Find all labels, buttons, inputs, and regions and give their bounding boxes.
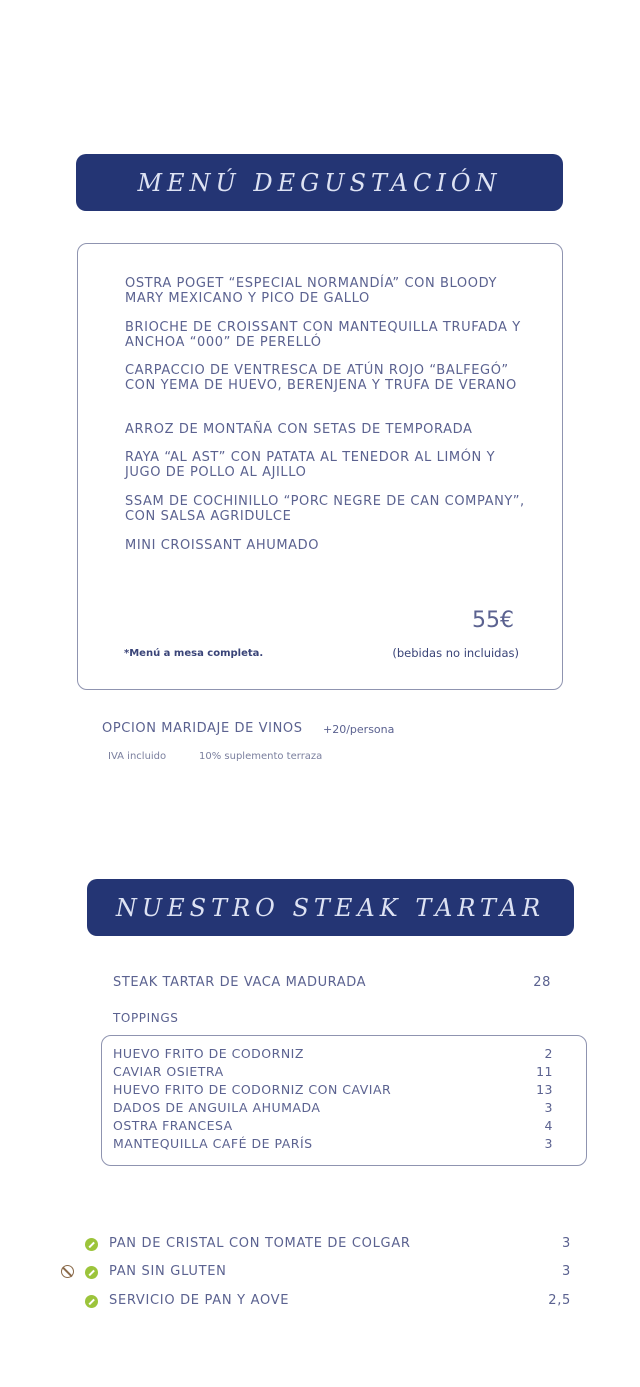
toppings-title: TOPPINGS	[113, 1011, 179, 1025]
degustacion-price: 55€	[472, 608, 514, 633]
course-item: OSTRA POGET “ESPECIAL NORMANDÍA” CON BLOODY MARY MEXICANO Y PICO DE GALLO	[125, 276, 498, 306]
vegan-icon	[85, 1295, 98, 1308]
vat-note: IVA incluido	[108, 751, 167, 762]
item-label: CAVIAR OSIETRA	[113, 1064, 224, 1079]
bread-item	[109, 1236, 571, 1251]
steak-banner	[87, 879, 574, 936]
vegan-icon	[85, 1238, 98, 1251]
topping-item	[113, 1136, 553, 1152]
wine-pairing-option: OPCION MARIDAJE DE VINOS	[102, 721, 303, 736]
bread-item	[109, 1264, 571, 1279]
item-label: OSTRA FRANCESA	[113, 1118, 233, 1133]
wine-pairing-price: +20/persona	[323, 723, 395, 736]
item-label: PAN SIN GLUTEN	[109, 1264, 227, 1279]
drinks-note: (bebidas no incluidas)	[392, 646, 519, 660]
course-item: BRIOCHE DE CROISSANT CON MANTEQUILLA TRUFADA Y ANCHOA “000” DE PERELLÓ	[125, 320, 521, 350]
terrace-note: 10% suplemento terraza	[199, 751, 323, 762]
item-price: 2	[544, 1046, 553, 1061]
item-price: 11	[536, 1064, 553, 1079]
topping-item	[113, 1082, 553, 1098]
item-price: 2,5	[548, 1293, 571, 1308]
item-price: 3	[562, 1236, 571, 1251]
course-item: MINI CROISSANT AHUMADO	[125, 538, 320, 553]
topping-item	[113, 1064, 553, 1080]
item-label: HUEVO FRITO DE CODORNIZ	[113, 1046, 304, 1061]
course-item: RAYA “AL AST” CON PATATA AL TENEDOR AL LIMÓN Y JUGO DE POLLO AL AJILLO	[125, 450, 496, 480]
bread-item	[109, 1293, 571, 1308]
topping-item	[113, 1118, 553, 1134]
item-label: STEAK TARTAR DE VACA MADURADA	[113, 975, 367, 990]
item-price: 28	[533, 975, 551, 990]
course-item: ARROZ DE MONTAÑA CON SETAS DE TEMPORADA	[125, 422, 473, 437]
item-label: MANTEQUILLA CAFÉ DE PARÍS	[113, 1136, 313, 1151]
degustacion-banner	[76, 154, 563, 211]
steak-main-item	[113, 975, 551, 990]
full-table-note: *Menú a mesa completa.	[124, 648, 264, 659]
item-label: DADOS DE ANGUILA AHUMADA	[113, 1100, 321, 1115]
toppings-box	[101, 1035, 587, 1166]
item-price: 4	[544, 1118, 553, 1133]
gluten-free-icon	[61, 1265, 74, 1278]
course-item: CARPACCIO DE VENTRESCA DE ATÚN ROJO “BALFEGÓ” CON YEMA DE HUEVO, BERENJENA Y TRUFA DE VERANO	[125, 363, 517, 393]
degustacion-menu-box	[77, 243, 563, 690]
item-label: HUEVO FRITO DE CODORNIZ CON CAVIAR	[113, 1082, 392, 1097]
item-price: 3	[562, 1264, 571, 1279]
item-label: SERVICIO DE PAN Y AOVE	[109, 1293, 290, 1308]
item-label: PAN DE CRISTAL CON TOMATE DE COLGAR	[109, 1236, 411, 1251]
topping-item	[113, 1100, 553, 1116]
topping-item	[113, 1046, 553, 1062]
degustacion-title: MENÚ DEGUSTACIÓN	[137, 168, 502, 197]
steak-title: NUESTRO STEAK TARTAR	[115, 893, 546, 922]
item-price: 3	[544, 1136, 553, 1151]
item-price: 3	[544, 1100, 553, 1115]
course-item: SSAM DE COCHINILLO “PORC NEGRE DE CAN COMPANY”, CON SALSA AGRIDULCE	[125, 494, 525, 524]
vegan-icon	[85, 1266, 98, 1279]
item-price: 13	[536, 1082, 553, 1097]
